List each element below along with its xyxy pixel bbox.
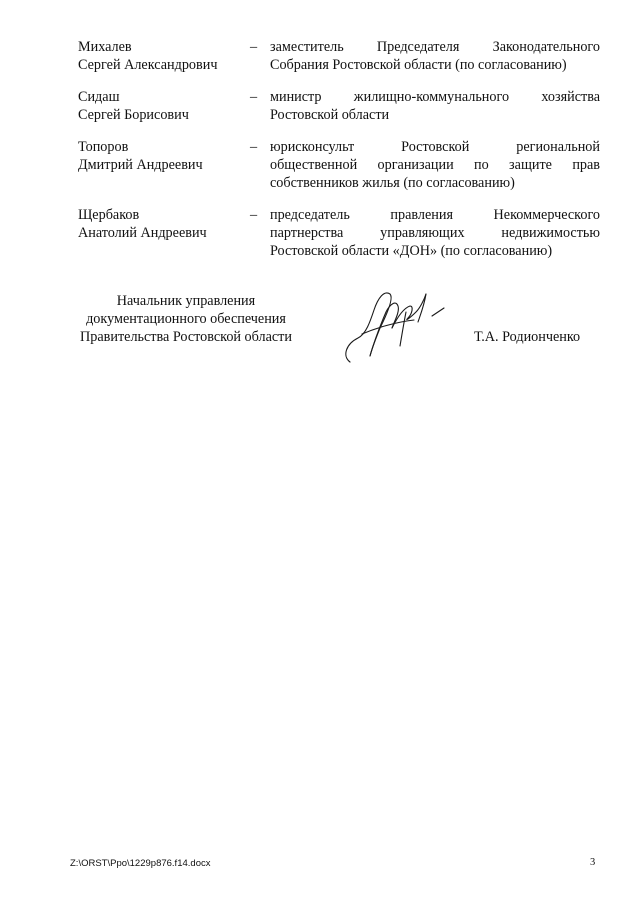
member-given-name: Анатолий Андреевич	[78, 225, 207, 241]
member-surname: Щербаков	[78, 207, 140, 223]
signatory-title	[66, 292, 306, 346]
member-role	[270, 138, 600, 192]
member-name	[78, 138, 250, 174]
signatory-title-line: документационного обеспечения	[86, 311, 286, 327]
member-given-name: Сергей Александрович	[78, 57, 218, 73]
member-role-line: Ростовской области	[270, 107, 390, 123]
member-role-line: собственников жилья (по согласованию)	[270, 175, 515, 191]
member-role-line: министр жилищно-коммунального хозяйства	[270, 89, 600, 105]
member-role-line: общественной организации по защите прав	[270, 157, 600, 173]
member-role-line: юрисконсульт Ростовской региональной	[270, 139, 600, 155]
member-role-line: Ростовской области «ДОН» (по согласованию)	[270, 243, 553, 259]
handwritten-signature-icon	[340, 282, 450, 368]
member-surname: Топоров	[78, 139, 129, 155]
member-row	[78, 138, 600, 192]
member-row	[78, 38, 600, 74]
member-row	[78, 206, 600, 260]
member-surname: Михалев	[78, 39, 132, 55]
member-name	[78, 88, 250, 124]
footer-page-number: 3	[590, 857, 596, 868]
member-dash: –	[250, 139, 258, 155]
member-role	[270, 206, 600, 260]
footer-file-path: Z:\ORST\Ppo\1229p876.f14.docx	[70, 858, 211, 869]
member-dash: –	[250, 89, 258, 105]
signer-name: Т.А. Родионченко	[474, 329, 581, 345]
member-role-line: партнерства управляющих недвижимостью	[270, 225, 600, 241]
members-list	[78, 38, 600, 274]
member-name	[78, 38, 250, 74]
member-role-line: Собрания Ростовской области (по согласованию)	[270, 57, 567, 73]
member-role	[270, 38, 600, 74]
member-name	[78, 206, 250, 242]
member-given-name: Дмитрий Андреевич	[78, 157, 203, 173]
signatory-title-line: Начальник управления	[116, 293, 256, 309]
member-row	[78, 88, 600, 124]
signatory-title-line: Правительства Ростовской области	[80, 329, 292, 345]
member-role-line: председатель правления Некоммерческого	[270, 207, 600, 223]
member-role	[270, 88, 600, 124]
member-dash: –	[250, 39, 258, 55]
member-dash: –	[250, 207, 258, 223]
member-given-name: Сергей Борисович	[78, 107, 189, 123]
member-role-line: заместитель Председателя Законодательного	[270, 39, 600, 55]
member-surname: Сидаш	[78, 89, 120, 105]
